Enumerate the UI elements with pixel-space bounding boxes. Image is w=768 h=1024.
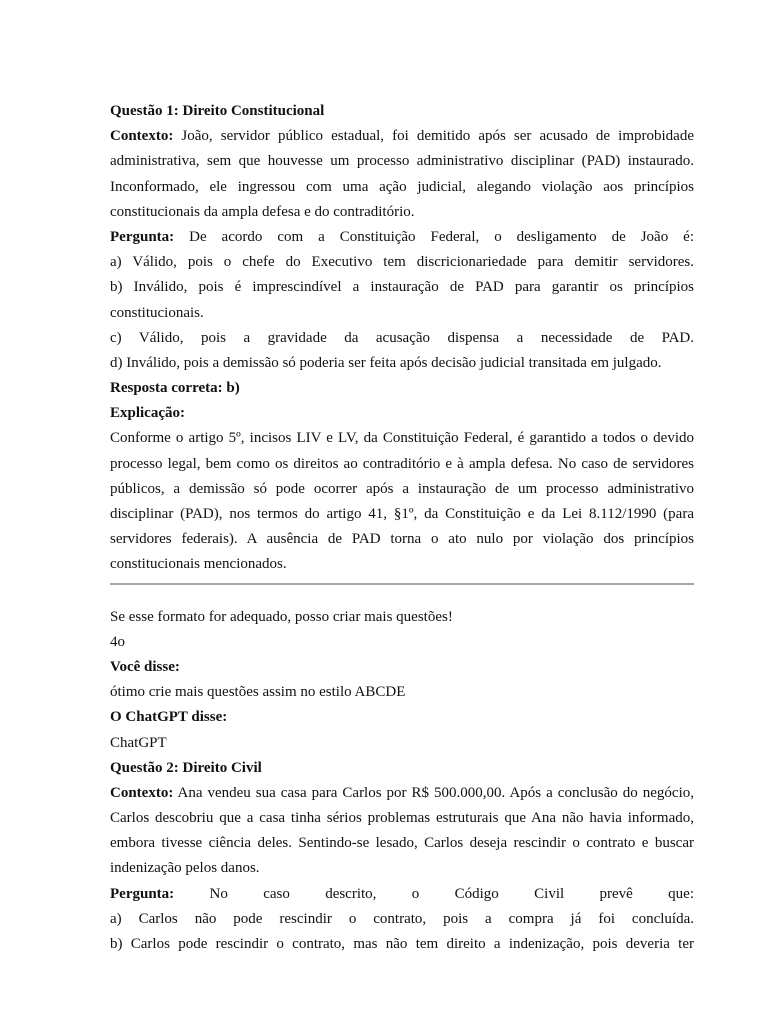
q2-context-label: Contexto: — [110, 784, 174, 801]
q1-option-c: c) Válido, pois a gravidade da acusação dispensa a necessidade de PAD. — [110, 329, 694, 346]
q1-option-b-cont: constitucionais. — [110, 304, 204, 321]
q2-question-label: Pergunta: — [110, 885, 175, 902]
q1-explanation-line-4: disciplinar (PAD), nos termos do artigo 41, §1º, da Constituição e da Lei 8.112/1990 (para — [110, 506, 694, 522]
assistant-name: ChatGPT — [110, 734, 167, 751]
q2-context-text-1: Ana vendeu sua casa para Carlos por R$ 500.000,00. Após a conclusão do negócio, — [173, 784, 694, 801]
q1-context-label: Contexto: — [110, 128, 174, 145]
q1-context-line-3: Inconformado, ele ingressou com uma ação judicial, alegando violação aos princípios — [110, 178, 694, 195]
q2-option-b: b) Carlos pode rescindir o contrato, mas não tem direito a indenização, pois deveria ter — [110, 936, 694, 952]
q1-context-line-1 — [110, 124, 694, 149]
q1-answer: Resposta correta: b) — [110, 380, 240, 397]
chat-offer: Se esse formato for adequado, posso criar mais questões! — [110, 608, 453, 625]
q1-title: Questão 1: Direito Constitucional — [110, 103, 325, 119]
user-label: Você disse: — [110, 658, 180, 675]
user-message: ótimo crie mais questões assim no estilo ABCDE — [110, 684, 406, 701]
q1-explanation-line-5: servidores federais). A ausência de PAD torna o ato nulo por violação dos princípios — [110, 531, 694, 548]
q1-question — [110, 225, 694, 250]
assistant-label: O ChatGPT disse: — [110, 709, 228, 726]
q2-context-line-3: embora tivesse ciência deles. Sentindo-se lesado, Carlos deseja rescindir o contrato e buscar — [110, 835, 694, 852]
q2-context-line-1 — [110, 781, 694, 806]
model-label: 4o — [110, 633, 125, 650]
q1-context-line-4: constitucionais da ampla defesa e do contraditório. — [110, 203, 415, 220]
q1-option-b: b) Inválido, pois é imprescindível a instauração de PAD para garantir os princípios — [110, 279, 694, 296]
q1-option-d: d) Inválido, pois a demissão só poderia ser feita após decisão judicial transitada em julgado. — [110, 354, 662, 371]
q2-context-line-2: Carlos descobriu que a casa tinha sérios problemas estruturais que Ana não havia informado, — [110, 810, 694, 827]
q2-title: Questão 2: Direito Civil — [110, 759, 262, 776]
q2-question-text: No caso descrito, o Código Civil prevê que: — [174, 885, 694, 902]
q1-explanation-line-1: Conforme o artigo 5º, incisos LIV e LV, da Constituição Federal, é garantido a todos o devido — [110, 430, 694, 447]
document-page — [110, 99, 694, 957]
q1-question-label: Pergunta: — [110, 228, 175, 245]
q1-explanation-label: Explicação: — [110, 405, 185, 422]
q1-option-a: a) Válido, pois o chefe do Executivo tem discricionariedade para demitir servidores. — [110, 254, 694, 271]
q2-question — [110, 882, 694, 907]
q1-question-text: De acordo com a Constituição Federal, o desligamento de João é: — [174, 228, 694, 245]
q1-explanation-line-3: públicos, a demissão só pode ocorrer após a instauração de um processo administrativo — [110, 480, 694, 497]
q1-context-line-2: administrativa, sem que houvesse um processo administrativo disciplinar (PAD) instaurado. — [110, 153, 694, 170]
q1-explanation-line-2: processo legal, bem como os direitos ao contraditório e à ampla defesa. No caso de servidores — [110, 455, 694, 472]
horizontal-rule — [110, 583, 694, 585]
q2-option-a: a) Carlos não pode rescindir o contrato, pois a compra já foi concluída. — [110, 910, 694, 927]
q2-context-line-4: indenização pelos danos. — [110, 860, 260, 877]
q1-explanation-line-6: constitucionais mencionados. — [110, 556, 287, 573]
q1-context-text-1: João, servidor público estadual, foi demitido após ser acusado de improbidade — [173, 128, 694, 145]
